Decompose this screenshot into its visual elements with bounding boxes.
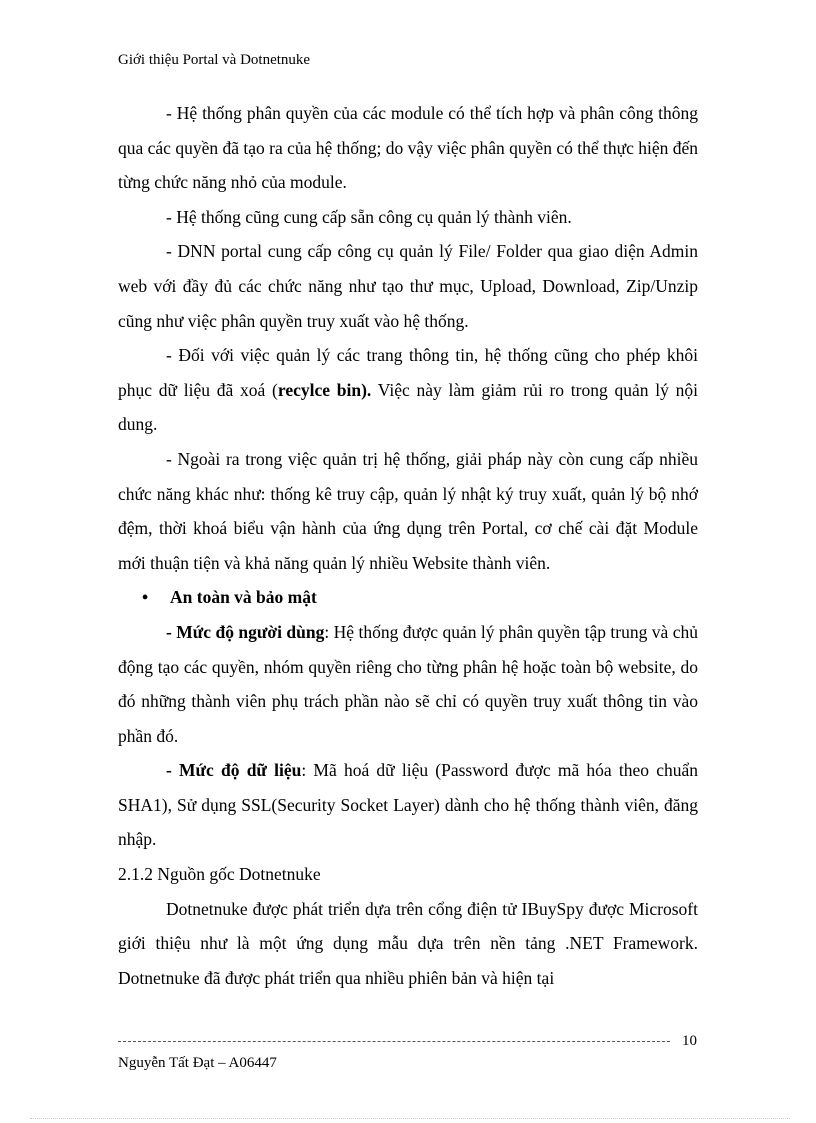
paragraph-other-features: - Ngoài ra trong việc quản trị hệ thống, giải pháp này còn cung cấp nhiều chức năng khác như: thống kê truy cập, quản lý nhật ký truy xuất, quản lý bộ nhớ đệm, thời khoá biểu vận hành của ứng dụng trên Portal, cơ chế cài đặt Module mới thuận tiện và khả năng quản lý nhiều Website thành viên. — [118, 448, 698, 573]
footer-author: Nguyễn Tất Đạt – A06447 — [118, 1055, 277, 1071]
paragraph-file-manager: - DNN portal cung cấp công cụ quản lý File/ Folder qua giao diện Admin web với đầy đủ các chức năng như tạo thư mục, Upload, Download, Zip/Unzip cũng như việc phân quyền truy xuất vào hệ thống. — [118, 241, 698, 331]
paragraph-member-tools: - Hệ thống cũng cung cấp sẵn công cụ quản lý thành viên. — [166, 206, 572, 227]
data-level-label: - Mức độ dữ liệu — [166, 760, 302, 781]
paragraph-user-level — [118, 615, 698, 753]
page-number: 10 — [682, 1033, 697, 1049]
user-level-label: - Mức độ người dùng — [166, 621, 325, 642]
page-bottom-border — [30, 1118, 790, 1119]
paragraph-recycle-bin — [118, 338, 698, 442]
paragraph-module-permissions: - Hệ thống phân quyền của các module có thể tích hợp và phân công thông qua các quyền đã tạo ra của hệ thống; do vậy việc phân quyền có thể thực hiện đến từng chức năng nhỏ của module. — [118, 103, 698, 193]
running-header: Giới thiệu Portal và Dotnetnuke — [118, 52, 311, 68]
bullet-heading-text: An toàn và bảo mật — [170, 587, 317, 608]
recycle-bin-term: recylce bin). — [277, 379, 372, 400]
recycle-text-after: Việc này làm giảm rủi ro trong quản lý nội dung. — [118, 379, 698, 435]
paragraph-data-level — [118, 753, 698, 857]
paragraph-dnn-origin: Dotnetnuke được phát triển dựa trên cổng điện tử IBuySpy được Microsoft giới thiệu như là một ứng dụng mẫu dựa trên nền tảng .NET Framework. Dotnetnuke đã được phát triển qua nhiều phiên bản và hiện tại — [118, 898, 698, 988]
data-level-text: : Mã hoá dữ liệu (Password được mã hóa theo chuẩn SHA1), Sử dụng SSL(Security Socket Layer) dành cho hệ thống thành viên, đăng nhập. — [118, 760, 698, 850]
bullet-heading-security — [118, 580, 698, 615]
recycle-text-before: - Đối với việc quản lý các trang thông tin, hệ thống cũng cho phép khôi phục dữ liệu đã xoá ( — [118, 345, 698, 400]
footer-divider — [118, 1041, 670, 1042]
bullet-dot-icon: • — [142, 587, 149, 608]
user-level-text: : Hệ thống được quản lý phân quyền tập trung và chủ động tạo các quyền, nhóm quyền riêng cho từng phân hệ hoặc toàn bộ website, do đó những thành viên phụ trách phần nào sẽ chỉ có quyền truy xuất thông tin vào phần đó. — [118, 621, 698, 746]
page-body — [118, 96, 698, 995]
section-heading: 2.1.2 Nguồn gốc Dotnetnuke — [118, 864, 321, 885]
